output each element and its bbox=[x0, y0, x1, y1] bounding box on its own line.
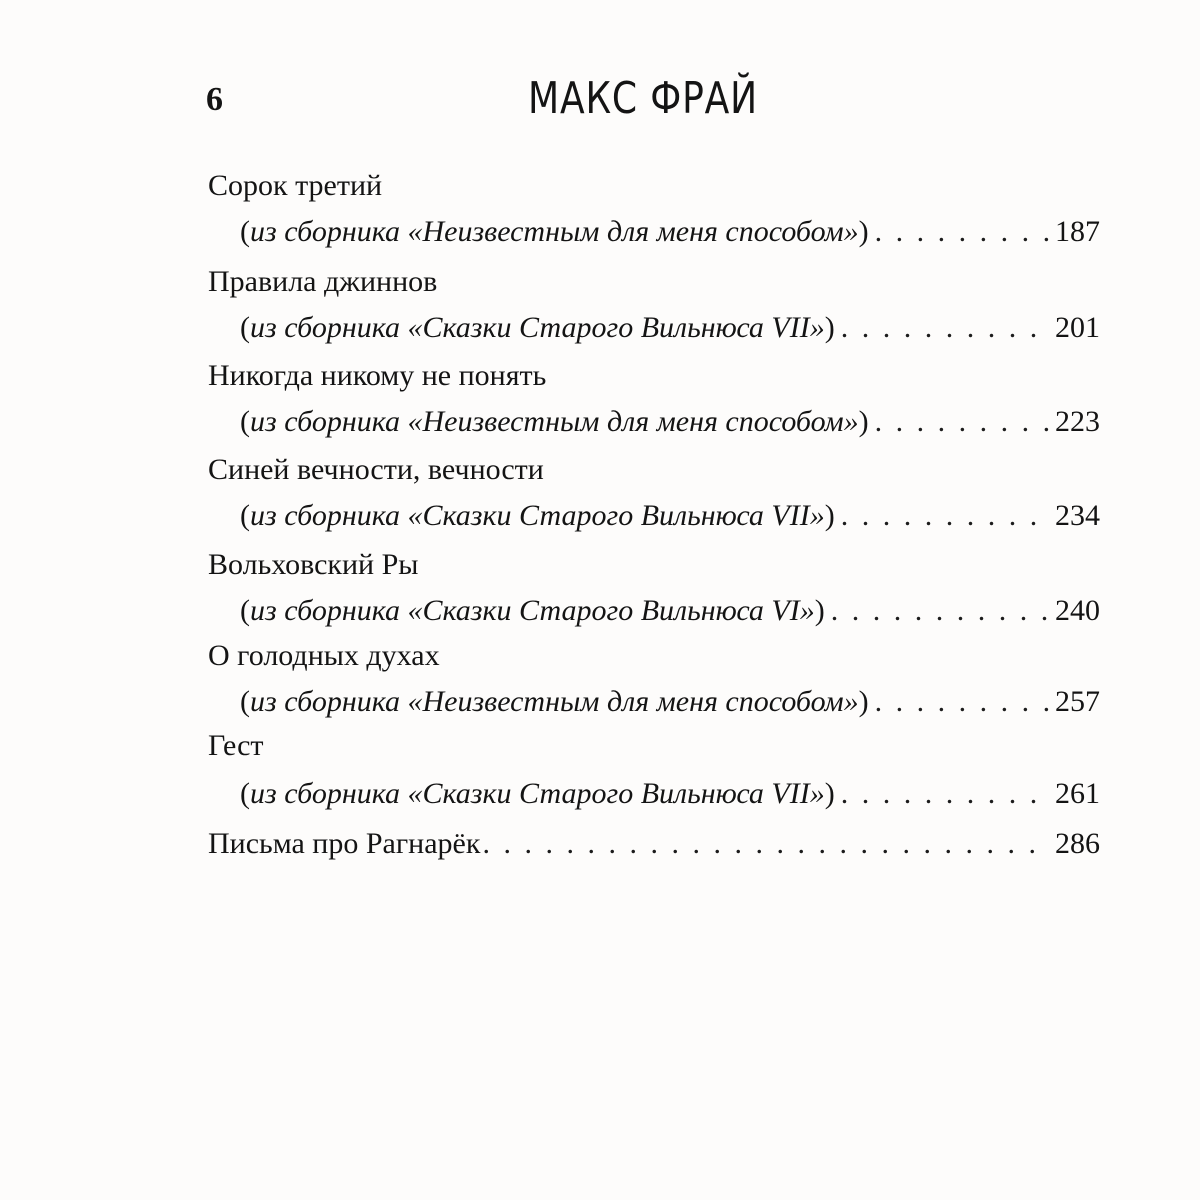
toc-entry-page: 257 bbox=[1055, 685, 1100, 718]
toc-entry-page: 201 bbox=[1055, 311, 1100, 344]
toc-entry-source: (из сборника «Неизвестным для меня способом») bbox=[240, 405, 869, 438]
running-head: МАКС ФРАЙ bbox=[528, 73, 758, 124]
toc-entry-title: О голодных духах bbox=[208, 639, 440, 672]
leader-dots bbox=[841, 309, 1051, 347]
toc-entry-title: Гест bbox=[208, 729, 264, 762]
toc-entry-source-line bbox=[240, 683, 1100, 721]
toc-entry-source-line bbox=[240, 213, 1100, 251]
leader-dots bbox=[875, 403, 1051, 441]
leader-dots bbox=[841, 775, 1051, 813]
toc-entry-page: 240 bbox=[1055, 594, 1100, 627]
toc-entry-source: (из сборника «Неизвестным для меня способом») bbox=[240, 215, 869, 248]
toc-entry-page: 261 bbox=[1055, 777, 1100, 810]
toc-entry-page: 223 bbox=[1055, 405, 1100, 438]
toc-entry-source: (из сборника «Неизвестным для меня способом») bbox=[240, 685, 869, 718]
toc-entry-title: Письма про Рагнарёк bbox=[208, 827, 481, 860]
toc-entry-source-line bbox=[240, 403, 1100, 441]
leader-dots bbox=[482, 825, 1051, 863]
toc-entry-source: (из сборника «Сказки Старого Вильнюса VII») bbox=[240, 311, 835, 344]
toc-entry-source-line bbox=[240, 775, 1100, 813]
toc-entry-source-line bbox=[240, 592, 1100, 630]
leader-dots bbox=[875, 683, 1051, 721]
toc-entry-source-line bbox=[240, 309, 1100, 347]
toc-entry-page: 187 bbox=[1055, 215, 1100, 248]
toc-entry-single-line bbox=[208, 825, 1100, 863]
page-number: 6 bbox=[206, 81, 223, 118]
toc-entry-page: 234 bbox=[1055, 499, 1100, 532]
toc-entry-source-line bbox=[240, 497, 1100, 535]
toc-entry-title: Правила джиннов bbox=[208, 265, 438, 298]
toc-entry-title: Синей вечности, вечности bbox=[208, 453, 544, 486]
toc-entry-title: Сорок третий bbox=[208, 169, 383, 202]
toc-entry-source: (из сборника «Сказки Старого Вильнюса VI») bbox=[240, 594, 825, 627]
toc-entry-title: Никогда никому не понять bbox=[208, 359, 547, 392]
leader-dots bbox=[875, 213, 1051, 251]
leader-dots bbox=[841, 497, 1051, 535]
leader-dots bbox=[831, 592, 1051, 630]
toc-entry-page: 286 bbox=[1055, 827, 1100, 860]
toc-entry-title: Вольховский Ры bbox=[208, 548, 419, 581]
toc-entry-source: (из сборника «Сказки Старого Вильнюса VII») bbox=[240, 499, 835, 532]
toc-entry-source: (из сборника «Сказки Старого Вильнюса VII») bbox=[240, 777, 835, 810]
